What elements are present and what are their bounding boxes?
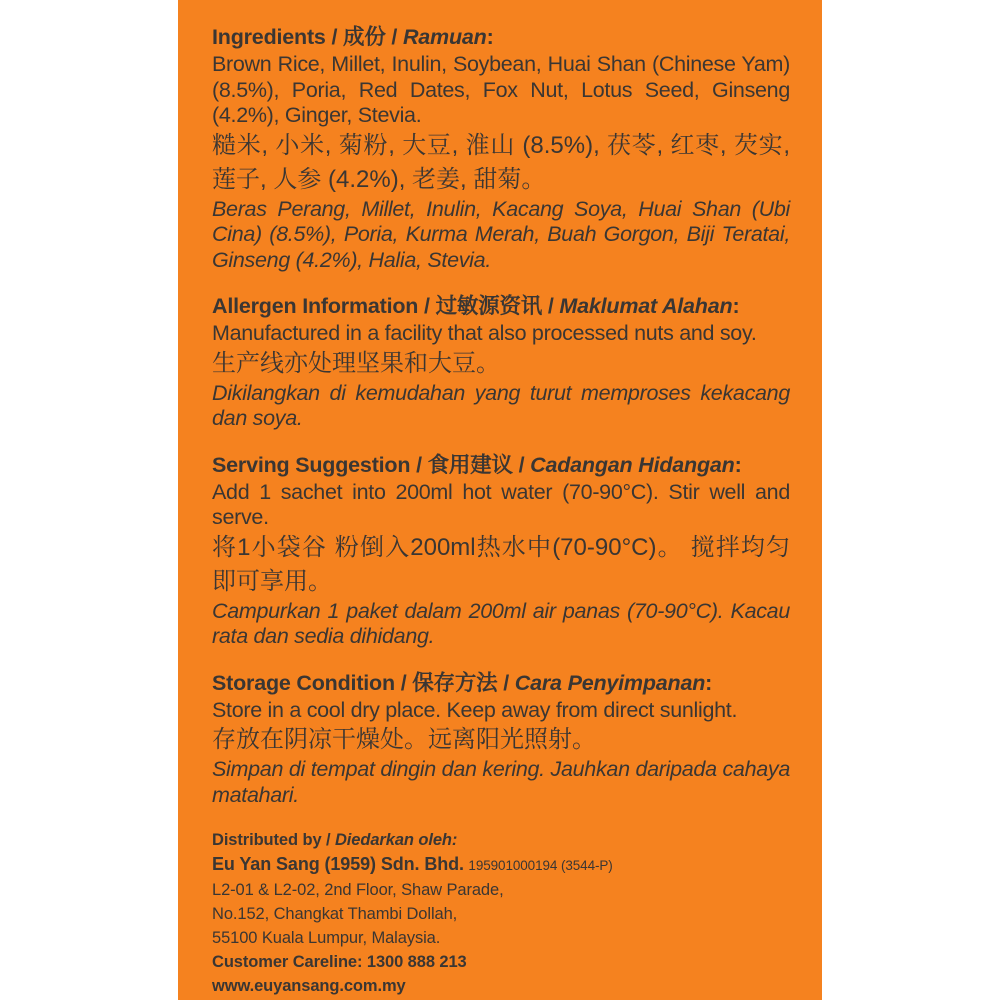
- heading-zh: 成份: [343, 25, 386, 49]
- heading-en: Serving Suggestion: [212, 452, 411, 477]
- section-ingredients: [212, 24, 790, 273]
- company-line: [212, 852, 790, 878]
- distributed-by-separator: /: [321, 831, 335, 849]
- serving-heading: [212, 452, 790, 479]
- product-label-back-panel: [178, 0, 822, 1000]
- allergen-heading: [212, 293, 790, 320]
- heading-ms: Cadangan Hidangan: [530, 452, 735, 477]
- heading-ms: Ramuan: [402, 25, 487, 49]
- heading-en: Storage Condition: [212, 670, 395, 695]
- serving-text-ms: Campurkan 1 paket dalam 200ml air panas (70-90°C). Kacau rata dan sedia dihidang.: [212, 598, 790, 648]
- storage-text-ms: Simpan di tempat dingin dan kering. Jauhkan daripada cahaya matahari.: [212, 757, 790, 807]
- website-url: www.euyansang.com.my: [212, 977, 406, 995]
- ingredients-text-zh: 糙米, 小米, 菊粉, 大豆, 淮山 (8.5%), 茯苓, 红枣, 芡实, 莲子, 人参 (4.2%), 老姜, 甜菊。: [212, 131, 790, 193]
- heading-separator: /: [385, 25, 403, 49]
- storage-text-zh: 存放在阴凉干燥处。远离阳光照射。: [212, 726, 596, 753]
- ingredients-text-ms: Beras Perang, Millet, Inulin, Kacang Soya, Huai Shan (Ubi Cina) (8.5%), Poria, Kurma Merah, Buah Gorgon, Biji Teratai, Ginseng (4.2%), Halia, Stevia.: [212, 196, 790, 272]
- heading-ms: Maklumat Alahan: [559, 294, 733, 318]
- distributed-by-line: [212, 828, 790, 852]
- heading-en: Ingredients: [212, 25, 326, 49]
- heading-separator: /: [497, 670, 515, 695]
- company-name: Eu Yan Sang (1959) Sdn. Bhd.: [212, 854, 464, 874]
- heading-zh: 食用建议: [427, 452, 513, 477]
- address-line-1: L2-01 & L2-02, 2nd Floor, Shaw Parade,: [212, 881, 504, 899]
- heading-separator: /: [410, 452, 428, 477]
- heading-separator: /: [325, 25, 344, 49]
- heading-colon: :: [732, 294, 740, 318]
- distributor-block: [212, 828, 790, 998]
- allergen-text-zh: 生产线亦处理坚果和大豆。: [212, 349, 500, 377]
- customer-careline: Customer Careline: 1300 888 213: [212, 953, 467, 971]
- heading-separator: /: [418, 294, 436, 318]
- distributed-by-label-ms: Diedarkan oleh:: [334, 831, 458, 849]
- heading-zh: 保存方法: [412, 670, 498, 695]
- heading-colon: :: [705, 670, 713, 695]
- company-registration-number: 195901000194 (3544-P): [468, 858, 613, 873]
- allergen-text-ms: Dikilangkan di kemudahan yang turut memproses kekacang dan soya.: [212, 380, 790, 430]
- heading-separator: /: [512, 452, 531, 477]
- storage-heading: [212, 670, 790, 697]
- heading-separator: /: [394, 670, 413, 695]
- serving-text-zh: 将1小袋谷 粉倒入200ml热水中(70-90°C)。 搅拌均匀即可享用。: [212, 533, 790, 595]
- ingredients-heading: [212, 24, 790, 51]
- storage-text-en: Store in a cool dry place. Keep away from direct sunlight.: [212, 697, 738, 722]
- address-line-2: No.152, Changkat Thambi Dollah,: [212, 905, 458, 923]
- section-allergen-information: [212, 293, 790, 432]
- address-line-3: 55100 Kuala Lumpur, Malaysia.: [212, 929, 441, 947]
- distributed-by-label-en: Distributed by: [212, 831, 322, 849]
- ingredients-text-en: Brown Rice, Millet, Inulin, Soybean, Huai Shan (Chinese Yam) (8.5%), Poria, Red Dates, Fox Nut, Lotus Seed, Ginseng (4.2%), Ginger, Stevia.: [212, 52, 790, 127]
- heading-colon: :: [734, 452, 742, 477]
- heading-en: Allergen Information: [212, 294, 419, 318]
- heading-zh: 过敏源资讯: [435, 294, 543, 318]
- allergen-text-en: Manufactured in a facility that also processed nuts and soy.: [212, 321, 757, 345]
- section-storage-condition: [212, 670, 790, 809]
- heading-colon: :: [486, 25, 494, 49]
- heading-ms: Cara Penyimpanan: [514, 670, 706, 695]
- heading-separator: /: [542, 294, 560, 318]
- serving-text-en: Add 1 sachet into 200ml hot water (70-90°C). Stir well and serve.: [212, 479, 790, 529]
- section-serving-suggestion: [212, 452, 790, 650]
